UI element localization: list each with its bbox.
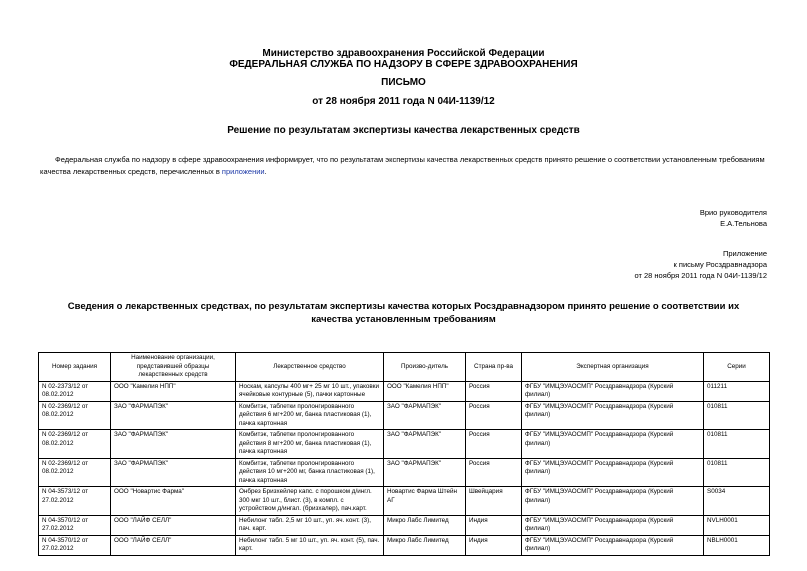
cell-organization: ООО "ЛАЙФ СЕЛЛ" — [111, 515, 236, 535]
cell-series: NBLH0001 — [704, 535, 770, 555]
cell-expert-org: ФГБУ "ИМЦЭУАОСМП" Росздравнадзора (Курский филиал) — [522, 381, 704, 401]
cell-manufacturer: ЗАО "ФАРМАПЭК" — [384, 401, 466, 430]
cell-manufacturer: Микро Лабс Лимитед — [384, 515, 466, 535]
cell-country: Россия — [466, 381, 522, 401]
cell-task-number: N 04-3573/12 от 27.02.2012 — [39, 487, 111, 516]
body-end: . — [264, 167, 267, 176]
cell-organization: ООО "Новартис Фарма" — [111, 487, 236, 516]
signature-name: Е.А.Тельнова — [720, 219, 767, 228]
cell-country: Индия — [466, 535, 522, 555]
cell-country: Россия — [466, 458, 522, 487]
cell-manufacturer: ЗАО "ФАРМАПЭК" — [384, 458, 466, 487]
cell-drug: Комбитэк, таблетки пролонгированного действия 6 мг+200 мг, банка пластиковая (1), пачка картонная — [236, 401, 384, 430]
cell-organization: ЗАО "ФАРМАПЭК" — [111, 458, 236, 487]
header-country: Страна пр-ва — [466, 353, 522, 382]
cell-series: S0034 — [704, 487, 770, 516]
cell-country: Индия — [466, 515, 522, 535]
table-row — [39, 515, 770, 535]
cell-drug: Носкам, капсулы 400 мг+ 25 мг 10 шт., упаковки ячейковые контурные (5), пачки картонные — [236, 381, 384, 401]
cell-organization: ЗАО "ФАРМАПЭК" — [111, 430, 236, 459]
cell-expert-org: ФГБУ "ИМЦЭУАОСМП" Росздравнадзора (Курский филиал) — [522, 401, 704, 430]
cell-organization: ЗАО "ФАРМАПЭК" — [111, 401, 236, 430]
header-expert-org: Экспертная организация — [522, 353, 704, 382]
cell-expert-org: ФГБУ "ИМЦЭУАОСМП" Росздравнадзора (Курский филиал) — [522, 430, 704, 459]
document-date: от 28 ноября 2011 года N 04И-1139/12 — [312, 96, 495, 107]
cell-task-number: N 02-2369/12 от 08.02.2012 — [39, 401, 111, 430]
table-row — [39, 535, 770, 555]
table-row — [39, 430, 770, 459]
header-organization: Наименование организации, представившей образцы лекарственных средств — [111, 353, 236, 382]
appendix-link[interactable]: приложении — [221, 167, 265, 176]
cell-drug: Небилонг табл. 2,5 мг 10 шт., уп. яч. конт. (3), пач. карт. — [236, 515, 384, 535]
table-row — [39, 401, 770, 430]
cell-organization: ООО "Камелия НПП" — [111, 381, 236, 401]
signature-position: Врио руководителя — [699, 208, 767, 217]
header-series: Серии — [704, 353, 770, 382]
cell-series: 010811 — [704, 430, 770, 459]
table-row — [39, 381, 770, 401]
header-task-number: Номер задания — [39, 353, 111, 382]
cell-series: 010811 — [704, 458, 770, 487]
cell-manufacturer: Новартис Фарма Штейн АГ — [384, 487, 466, 516]
appendix-label: Приложение — [723, 249, 767, 258]
cell-expert-org: ФГБУ "ИМЦЭУАОСМП" Росздравнадзора (Курский филиал) — [522, 535, 704, 555]
service-name: ФЕДЕРАЛЬНАЯ СЛУЖБА ПО НАДЗОРУ В СФЕРЕ ЗДРАВООХРАНЕНИЯ — [229, 59, 578, 70]
cell-task-number: N 02-2369/12 от 08.02.2012 — [39, 430, 111, 459]
cell-organization: ООО "ЛАЙФ СЕЛЛ" — [111, 535, 236, 555]
table-header-row — [39, 353, 770, 382]
cell-manufacturer: ЗАО "ФАРМАПЭК" — [384, 430, 466, 459]
drugs-table — [38, 352, 770, 556]
cell-country: Россия — [466, 430, 522, 459]
header-manufacturer: Произво-дитель — [384, 353, 466, 382]
ministry-name: Министерство здравоохранения Российской Федерации — [262, 48, 545, 59]
appendix-date: от 28 ноября 2011 года N 04И-1139/12 — [634, 271, 767, 280]
cell-task-number: N 02-2369/12 от 08.02.2012 — [39, 458, 111, 487]
body-text: Федеральная служба по надзору в сфере здравоохранения информирует, что по результатам экспертизы качества лекарственных средств принято решение о соответствии установленным требованиям качества лекарственных средств, перечисленных в — [40, 155, 765, 176]
cell-manufacturer: Микро Лабс Лимитед — [384, 535, 466, 555]
document-type: ПИСЬМО — [381, 77, 426, 88]
table-title: Сведения о лекарственных средствах, по результатам экспертизы качества которых Росздравнадзором принято решение о соответствии их качества установленным требованиям — [67, 301, 740, 325]
cell-expert-org: ФГБУ "ИМЦЭУАОСМП" Росздравнадзора (Курский филиал) — [522, 487, 704, 516]
cell-drug: Онбрез Бризхейлер капс. с порошком д/ингл. 300 мкг 10 шт., блист. (3), в компл. с устройством д/ингал. (бризхалер), пач.карт. — [236, 487, 384, 516]
cell-manufacturer: ООО "Камелия НПП" — [384, 381, 466, 401]
cell-expert-org: ФГБУ "ИМЦЭУАОСМП" Росздравнадзора (Курский филиал) — [522, 515, 704, 535]
cell-task-number: N 02-2373/12 от 08.02.2012 — [39, 381, 111, 401]
cell-series: 011211 — [704, 381, 770, 401]
appendix-to-letter: к письму Росздравнадзора — [673, 260, 767, 269]
cell-task-number: N 04-3570/12 от 27.02.2012 — [39, 535, 111, 555]
table-row — [39, 487, 770, 516]
cell-expert-org: ФГБУ "ИМЦЭУАОСМП" Росздравнадзора (Курский филиал) — [522, 458, 704, 487]
table-row — [39, 458, 770, 487]
body-paragraph — [40, 154, 770, 178]
cell-drug: Небилонг табл. 5 мг 10 шт., уп. яч. конт. (5), пач. карт. — [236, 535, 384, 555]
cell-country: Россия — [466, 401, 522, 430]
cell-series: 010811 — [704, 401, 770, 430]
header-drug: Лекарственное средство — [236, 353, 384, 382]
cell-series: NVLH0001 — [704, 515, 770, 535]
cell-country: Швейцария — [466, 487, 522, 516]
document-title: Решение по результатам экспертизы качества лекарственных средств — [227, 125, 580, 136]
cell-drug: Комбитэк, таблетки пролонгированного действия 10 мг+200 мг, банка пластиковая (1), пачка картонная — [236, 458, 384, 487]
cell-drug: Комбитэк, таблетки пролонгированного действия 8 мг+200 мг, банка пластиковая (1), пачка картонная — [236, 430, 384, 459]
cell-task-number: N 04-3570/12 от 27.02.2012 — [39, 515, 111, 535]
